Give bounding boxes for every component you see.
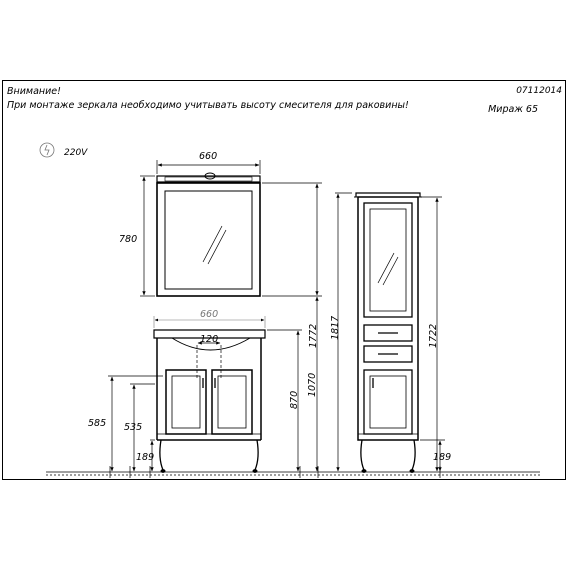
- label-mirror-width: 660: [199, 151, 218, 162]
- dim-mirror-height: [140, 176, 155, 296]
- label-1070: 1070: [307, 372, 318, 397]
- floor-line: [46, 466, 540, 478]
- dim-1772: [262, 183, 322, 295]
- label-535: 535: [124, 422, 143, 433]
- label-drain-width: 120: [200, 334, 219, 345]
- dim-mirror-width: [157, 160, 260, 174]
- label-sink-width: 660: [200, 309, 219, 320]
- sink-vanity: [154, 330, 265, 472]
- mirror: [157, 173, 260, 296]
- document-code: 07112014: [516, 86, 562, 96]
- warning-text: При монтаже зеркала необходимо учитывать высоту смесителя для раковины!: [7, 100, 409, 111]
- label-leg-right: 189: [433, 452, 452, 463]
- label-1817: 1817: [330, 315, 341, 340]
- power-socket-icon: [40, 143, 54, 157]
- label-870: 870: [289, 390, 300, 409]
- label-585: 585: [88, 418, 107, 429]
- label-leg-left: 189: [136, 452, 155, 463]
- label-1722: 1722: [428, 323, 439, 348]
- power-label: 220V: [64, 148, 88, 158]
- model-name: Мираж 65: [488, 104, 538, 115]
- warning-title: Внимание!: [7, 86, 61, 97]
- label-1772: 1772: [308, 323, 319, 348]
- label-mirror-height: 780: [119, 234, 138, 245]
- tall-column: [354, 193, 422, 472]
